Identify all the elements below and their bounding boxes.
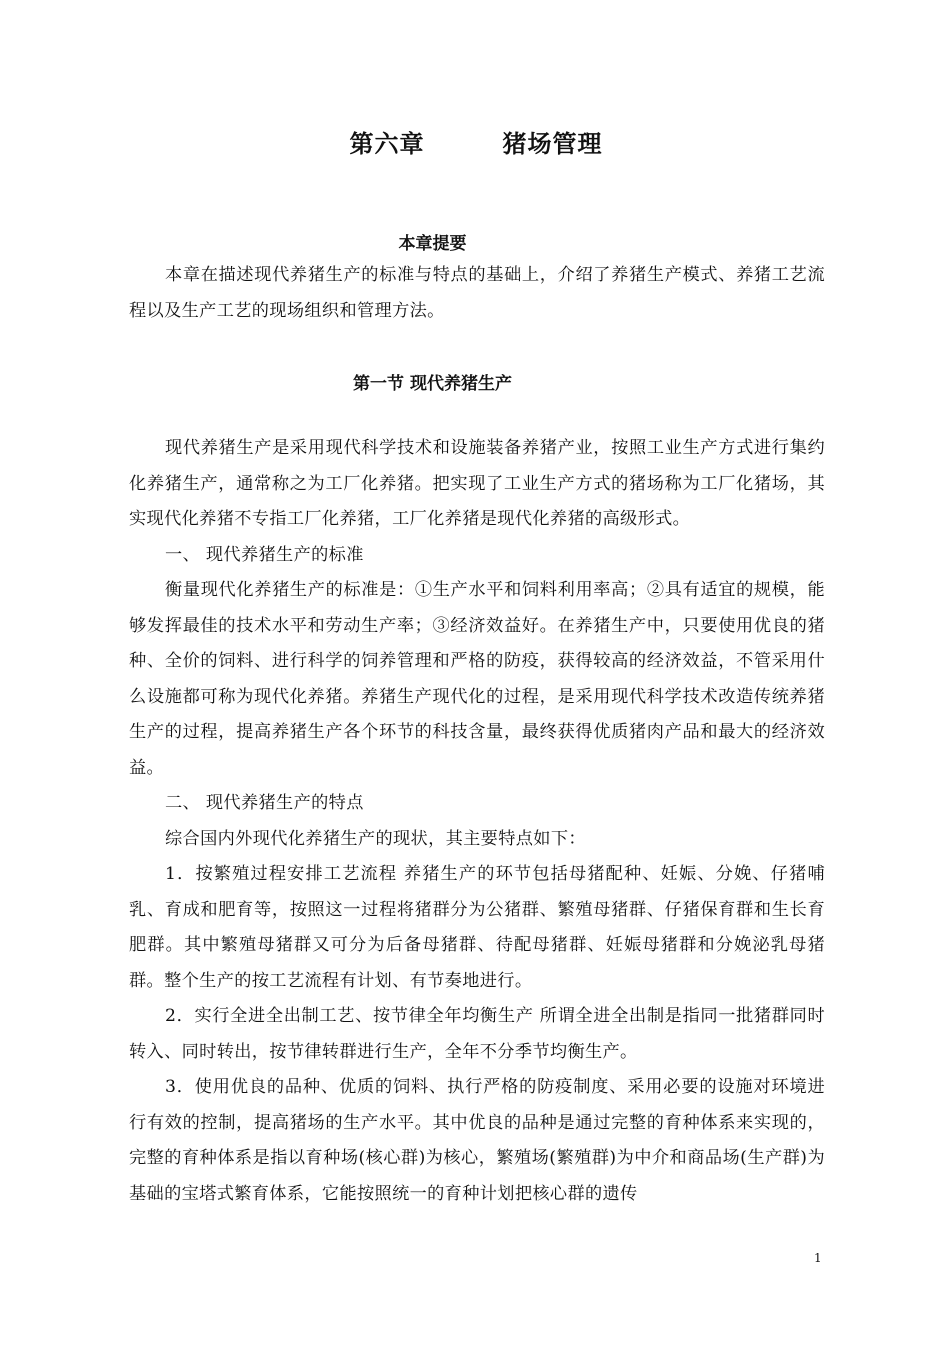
chapter-number: 第六章 — [349, 129, 425, 158]
summary-paragraph: 本章在描述现代养猪生产的标准与特点的基础上，介绍了养猪生产模式、养猪工艺流程以及生产工艺的现场组织和管理方法。 — [129, 265, 825, 321]
summary-body — [129, 258, 825, 329]
subheading-features: 二、 现代养猪生产的特点 — [165, 793, 364, 813]
chapter-name: 猪场管理 — [502, 129, 603, 158]
paragraph-feature-1: 1．按繁殖过程安排工艺流程 养猪生产的环节包括母猪配种、妊娠、分娩、仔猪哺乳、育成和肥育等，按照这一过程将猪群分为公猪群、繁殖母猪群、仔猪保育群和生长育肥群。其中繁殖母猪群又可分为后备母猪群、待配母猪群、妊娠母猪群和分娩泌乳母猪群。整个生产的按工艺流程有计划、有节奏地进行。 — [129, 864, 825, 991]
paragraph-feature-2: 2．实行全进全出制工艺、按节律全年均衡生产 所谓全进全出制是指同一批猪群同时转入、同时转出，按节律转群进行生产，全年不分季节均衡生产。 — [129, 1006, 825, 1062]
section-heading: 第一节 现代养猪生产 — [353, 374, 512, 394]
chapter-title — [0, 124, 952, 159]
subheading-standards: 一、 现代养猪生产的标准 — [165, 544, 364, 565]
paragraph-features-intro: 综合国内外现代化养猪生产的现状，其主要特点如下： — [165, 828, 586, 849]
page-number: 1 — [814, 1251, 822, 1265]
paragraph-standards: 衡量现代化养猪生产的标准是：①生产水平和饲料利用率高；②具有适宜的规模，能够发挥最佳的技术水平和劳动生产率；③经济效益好。在养猪生产中，只要使用优良的猪种、全价的饲料、进行科学的饲养管理和严格的防疫，获得较高的经济效益，不管采用什么设施都可称为现代化养猪。养猪生产现代化的过程，是采用现代科学技术改造传统养猪生产的过程，提高养猪生产各个环节的科技含量，最终获得优质猪肉产品和最大的经济效益。 — [129, 580, 825, 778]
paragraph-intro: 现代养猪生产是采用现代科学技术和设施装备养猪产业，按照工业生产方式进行集约化养猪生产，通常称之为工厂化养猪。把实现了工业生产方式的猪场称为工厂化猪场，其实现代化养猪不专指工厂化养猪，工厂化养猪是现代化养猪的高级形式。 — [129, 438, 825, 529]
paragraph-feature-3: 3．使用优良的品种、优质的饲料、执行严格的防疫制度、采用必要的设施对环境进行有效的控制，提高猪场的生产水平。其中优良的品种是通过完整的育种体系来实现的，完整的育种体系是指以育种场(核心群)为核心，繁殖场(繁殖群)为中介和商品场(生产群)为基础的宝塔式繁育体系，它能按照统一的育种计划把核心群的遗传 — [129, 1077, 825, 1204]
section-body — [129, 431, 825, 1212]
summary-heading: 本章提要 — [398, 234, 467, 254]
